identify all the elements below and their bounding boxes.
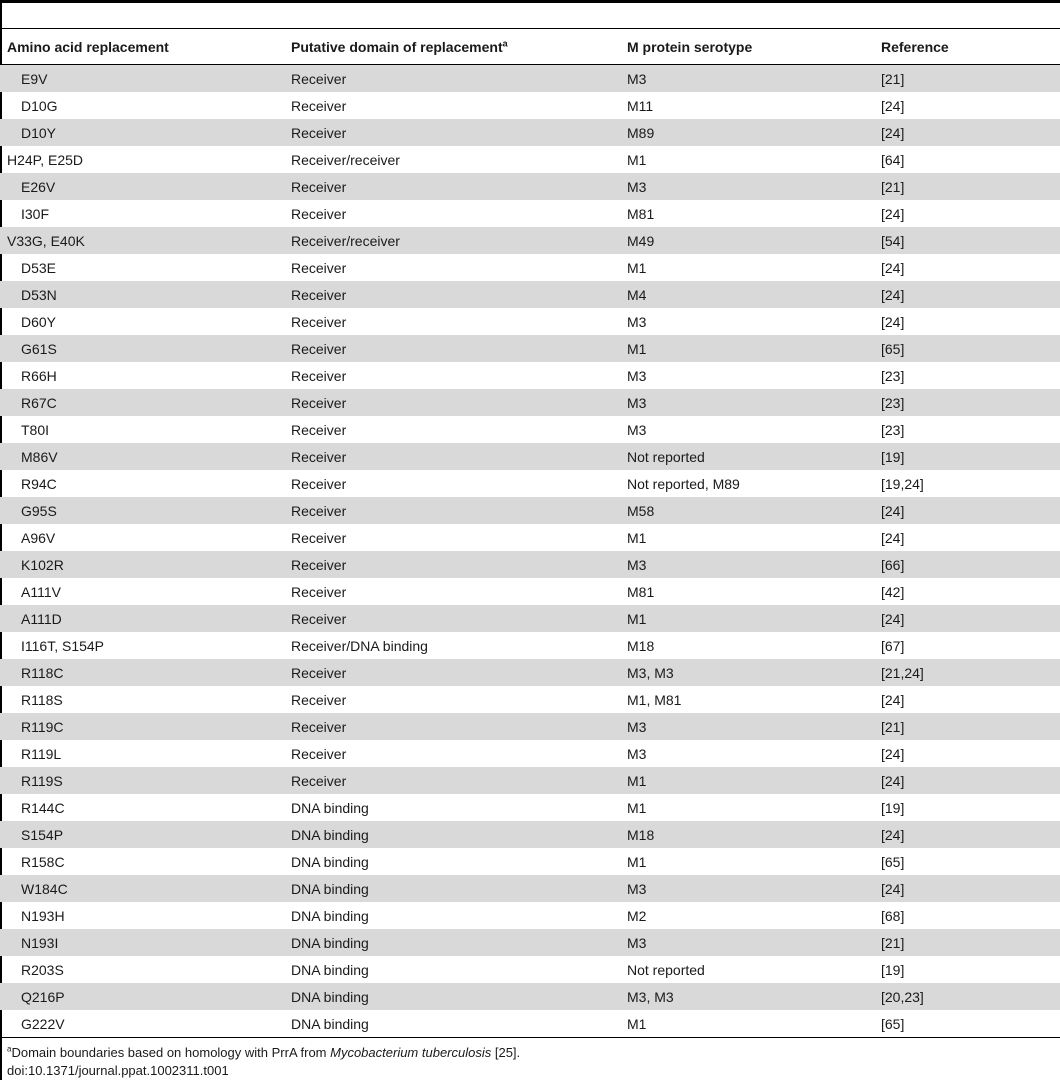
header-col1-label: Amino acid replacement bbox=[7, 38, 169, 55]
cell-amino-acid-replacement: D53E bbox=[21, 259, 57, 276]
table-container bbox=[0, 28, 1060, 1038]
cell-amino-acid-replacement: R67C bbox=[0, 389, 284, 416]
cell-putative-domain: Receiver bbox=[284, 389, 620, 416]
cell-reference: [24] bbox=[881, 205, 905, 222]
cell-reference: [20,23] bbox=[874, 983, 1060, 1010]
doi-line: doi:10.1371/journal.ppat.1002311.t001 bbox=[7, 1063, 229, 1078]
cell-amino-acid-replacement: R94C bbox=[21, 475, 57, 492]
cell-reference: [24] bbox=[874, 821, 1060, 848]
table-row bbox=[0, 227, 1060, 254]
table-row bbox=[0, 173, 1060, 200]
cell-reference: [19,24] bbox=[881, 475, 924, 492]
cell-putative-domain: Receiver bbox=[284, 605, 620, 632]
header-col2-footnote-marker: a bbox=[502, 37, 508, 48]
cell-m-protein-serotype: M3 bbox=[620, 389, 874, 416]
table-row bbox=[0, 146, 1060, 173]
table-row bbox=[0, 92, 1060, 119]
cell-putative-domain: Receiver bbox=[284, 551, 620, 578]
cell-m-protein-serotype: M81 bbox=[627, 205, 655, 222]
cell-reference: [65] bbox=[881, 853, 905, 870]
cell-reference: [21,24] bbox=[874, 659, 1060, 686]
footnote-marker: a bbox=[7, 1044, 12, 1054]
cell-putative-domain: DNA binding bbox=[284, 875, 620, 902]
header-putative-domain bbox=[284, 29, 620, 65]
cell-putative-domain: DNA binding bbox=[291, 1015, 369, 1032]
cell-putative-domain: Receiver bbox=[284, 335, 620, 362]
cell-m-protein-serotype: M3 bbox=[620, 929, 874, 956]
table-row bbox=[0, 281, 1060, 308]
cell-reference: [24] bbox=[874, 119, 1060, 146]
table-row bbox=[0, 632, 1060, 659]
header-col2-label: Putative domain of replacement bbox=[291, 38, 503, 55]
cell-reference: [21] bbox=[874, 173, 1060, 200]
cell-reference: [24] bbox=[874, 281, 1060, 308]
table-body bbox=[0, 65, 1060, 1038]
table-row bbox=[0, 416, 1060, 443]
cell-reference: [24] bbox=[881, 691, 905, 708]
cell-putative-domain: Receiver bbox=[291, 205, 347, 222]
table-row bbox=[0, 713, 1060, 740]
cell-reference: [21] bbox=[874, 65, 1060, 93]
table-footnote bbox=[7, 1044, 520, 1062]
cell-reference: [19] bbox=[881, 799, 905, 816]
cell-putative-domain: Receiver bbox=[284, 497, 620, 524]
cell-amino-acid-replacement: W184C bbox=[0, 875, 284, 902]
cell-amino-acid-replacement: H24P, E25D bbox=[7, 151, 84, 168]
cell-putative-domain: DNA binding bbox=[291, 799, 369, 816]
table-row bbox=[0, 821, 1060, 848]
table-row bbox=[0, 794, 1060, 821]
cell-reference: [42] bbox=[881, 583, 905, 600]
cell-amino-acid-replacement: D53N bbox=[0, 281, 284, 308]
cell-amino-acid-replacement: E9V bbox=[0, 65, 284, 93]
cell-reference: [23] bbox=[881, 367, 905, 384]
cell-m-protein-serotype: Not reported bbox=[627, 961, 705, 978]
table-row bbox=[0, 578, 1060, 605]
cell-reference: [68] bbox=[881, 907, 905, 924]
cell-reference: [21] bbox=[874, 929, 1060, 956]
cell-putative-domain: Receiver bbox=[291, 745, 347, 762]
header-m-protein-serotype bbox=[620, 29, 874, 65]
cell-amino-acid-replacement: R119S bbox=[0, 767, 284, 794]
cell-reference: [66] bbox=[874, 551, 1060, 578]
cell-m-protein-serotype: M49 bbox=[620, 227, 874, 254]
cell-amino-acid-replacement: R66H bbox=[21, 367, 57, 384]
cell-reference: [65] bbox=[874, 335, 1060, 362]
table-row bbox=[0, 659, 1060, 686]
footnote-text-before: Domain boundaries based on homology with PrrA from bbox=[11, 1045, 331, 1060]
cell-m-protein-serotype: M81 bbox=[627, 583, 655, 600]
cell-amino-acid-replacement: D10Y bbox=[0, 119, 284, 146]
table-row bbox=[0, 65, 1060, 93]
cell-amino-acid-replacement: G222V bbox=[21, 1015, 65, 1032]
cell-reference: [24] bbox=[881, 259, 905, 276]
cell-reference: [23] bbox=[874, 389, 1060, 416]
cell-reference: [24] bbox=[874, 767, 1060, 794]
cell-m-protein-serotype: M11 bbox=[627, 97, 654, 114]
cell-amino-acid-replacement: M86V bbox=[0, 443, 284, 470]
table-row bbox=[0, 443, 1060, 470]
cell-reference: [64] bbox=[881, 151, 905, 168]
cell-amino-acid-replacement: D10G bbox=[21, 97, 58, 114]
cell-m-protein-serotype: M18 bbox=[627, 637, 655, 654]
header-col4-label: Reference bbox=[881, 38, 949, 55]
cell-m-protein-serotype: M58 bbox=[620, 497, 874, 524]
table-row bbox=[0, 335, 1060, 362]
cell-reference: [24] bbox=[874, 875, 1060, 902]
cell-putative-domain: DNA binding bbox=[284, 821, 620, 848]
cell-putative-domain: DNA binding bbox=[284, 929, 620, 956]
cell-reference: [67] bbox=[881, 637, 905, 654]
cell-putative-domain: DNA binding bbox=[284, 983, 620, 1010]
cell-putative-domain: Receiver bbox=[284, 281, 620, 308]
cell-reference: [54] bbox=[874, 227, 1060, 254]
cell-reference: [23] bbox=[881, 421, 905, 438]
table-row bbox=[0, 605, 1060, 632]
header-amino-acid-replacement bbox=[0, 29, 284, 65]
cell-amino-acid-replacement: I30F bbox=[21, 205, 50, 222]
cell-amino-acid-replacement: A96V bbox=[21, 529, 56, 546]
table-row bbox=[0, 308, 1060, 335]
table-row bbox=[0, 902, 1060, 929]
cell-m-protein-serotype: M3 bbox=[627, 421, 647, 438]
cell-m-protein-serotype: Not reported, M89 bbox=[627, 475, 740, 492]
cell-putative-domain: Receiver bbox=[291, 259, 347, 276]
cell-putative-domain: Receiver bbox=[284, 659, 620, 686]
cell-amino-acid-replacement: I116T, S154P bbox=[21, 637, 105, 654]
cell-m-protein-serotype: M18 bbox=[620, 821, 874, 848]
cell-putative-domain: DNA binding bbox=[291, 853, 369, 870]
cell-m-protein-serotype: M1 bbox=[620, 335, 874, 362]
cell-m-protein-serotype: M3 bbox=[620, 551, 874, 578]
cell-amino-acid-replacement: R118C bbox=[0, 659, 284, 686]
cell-m-protein-serotype: M1 bbox=[627, 853, 647, 870]
cell-m-protein-serotype: M1 bbox=[627, 151, 647, 168]
cell-putative-domain: Receiver bbox=[284, 767, 620, 794]
table-row bbox=[0, 983, 1060, 1010]
table-row bbox=[0, 200, 1060, 227]
table-row bbox=[0, 119, 1060, 146]
cell-reference: [24] bbox=[881, 745, 905, 762]
cell-putative-domain: Receiver bbox=[291, 475, 347, 492]
cell-amino-acid-replacement: N193I bbox=[0, 929, 284, 956]
table-row bbox=[0, 956, 1060, 983]
table-row bbox=[0, 389, 1060, 416]
cell-m-protein-serotype: M1 bbox=[620, 605, 874, 632]
cell-amino-acid-replacement: R203S bbox=[21, 961, 64, 978]
cell-amino-acid-replacement: N193H bbox=[21, 907, 65, 924]
cell-m-protein-serotype: M3 bbox=[620, 875, 874, 902]
cell-putative-domain: Receiver bbox=[291, 529, 347, 546]
cell-putative-domain: Receiver bbox=[291, 97, 347, 114]
cell-m-protein-serotype: M1 bbox=[627, 529, 647, 546]
table-row bbox=[0, 740, 1060, 767]
table-row bbox=[0, 497, 1060, 524]
table-row bbox=[0, 686, 1060, 713]
cell-m-protein-serotype: M3, M3 bbox=[620, 983, 874, 1010]
cell-putative-domain: Receiver/receiver bbox=[284, 227, 620, 254]
cell-amino-acid-replacement: R158C bbox=[21, 853, 65, 870]
cell-m-protein-serotype: M1 bbox=[627, 259, 647, 276]
table-bottom-rule bbox=[0, 1037, 1060, 1038]
cell-putative-domain: DNA binding bbox=[291, 961, 369, 978]
cell-amino-acid-replacement: A111V bbox=[21, 583, 61, 600]
cell-m-protein-serotype: M1 bbox=[620, 767, 874, 794]
cell-amino-acid-replacement: G95S bbox=[0, 497, 284, 524]
cell-amino-acid-replacement: R118S bbox=[21, 691, 63, 708]
cell-putative-domain: Receiver bbox=[291, 583, 347, 600]
table-row bbox=[0, 767, 1060, 794]
header-row bbox=[0, 29, 1060, 65]
cell-reference: [24] bbox=[881, 529, 905, 546]
table-row bbox=[0, 551, 1060, 578]
cell-putative-domain: Receiver bbox=[291, 313, 347, 330]
footnote-organism: Mycobacterium tuberculosis bbox=[330, 1045, 492, 1060]
cell-reference: [19] bbox=[881, 961, 905, 978]
cell-m-protein-serotype: M89 bbox=[620, 119, 874, 146]
top-border bbox=[0, 0, 1060, 3]
cell-amino-acid-replacement: R119C bbox=[0, 713, 284, 740]
cell-reference: [65] bbox=[881, 1015, 905, 1032]
footnote-text-after: [25]. bbox=[491, 1045, 521, 1060]
table-row bbox=[0, 848, 1060, 875]
cell-putative-domain: Receiver bbox=[291, 691, 347, 708]
cell-m-protein-serotype: M3, M3 bbox=[620, 659, 874, 686]
cell-reference: [21] bbox=[874, 713, 1060, 740]
cell-reference: [19] bbox=[874, 443, 1060, 470]
cell-amino-acid-replacement: R119L bbox=[21, 745, 62, 762]
cell-m-protein-serotype: M2 bbox=[627, 907, 647, 924]
table-row bbox=[0, 470, 1060, 497]
header-col3-label: M protein serotype bbox=[627, 38, 753, 55]
cell-m-protein-serotype: M3 bbox=[620, 173, 874, 200]
cell-putative-domain: Receiver/receiver bbox=[291, 151, 400, 168]
cell-amino-acid-replacement: T80I bbox=[21, 421, 50, 438]
cell-m-protein-serotype: M1 bbox=[627, 1015, 647, 1032]
cell-putative-domain: Receiver bbox=[291, 421, 347, 438]
cell-reference: [24] bbox=[874, 497, 1060, 524]
cell-putative-domain: Receiver bbox=[284, 173, 620, 200]
cell-amino-acid-replacement: A111D bbox=[0, 605, 284, 632]
table-row bbox=[0, 254, 1060, 281]
cell-m-protein-serotype: M3 bbox=[627, 313, 647, 330]
cell-m-protein-serotype: M3 bbox=[627, 745, 647, 762]
cell-putative-domain: DNA binding bbox=[291, 907, 369, 924]
mutations-table bbox=[0, 29, 1060, 1037]
cell-amino-acid-replacement: E26V bbox=[0, 173, 284, 200]
cell-amino-acid-replacement: D60Y bbox=[21, 313, 57, 330]
cell-m-protein-serotype: M3 bbox=[620, 713, 874, 740]
cell-putative-domain: Receiver/DNA binding bbox=[291, 637, 428, 654]
table-row bbox=[0, 524, 1060, 551]
table-row bbox=[0, 929, 1060, 956]
table-row bbox=[0, 362, 1060, 389]
cell-m-protein-serotype: M3 bbox=[627, 367, 647, 384]
table-header bbox=[0, 29, 1060, 65]
cell-amino-acid-replacement: K102R bbox=[0, 551, 284, 578]
cell-amino-acid-replacement: S154P bbox=[0, 821, 284, 848]
cell-m-protein-serotype: M4 bbox=[620, 281, 874, 308]
cell-reference: [24] bbox=[881, 97, 905, 114]
table-row bbox=[0, 875, 1060, 902]
cell-putative-domain: Receiver bbox=[284, 443, 620, 470]
cell-amino-acid-replacement: Q216P bbox=[0, 983, 284, 1010]
header-reference bbox=[874, 29, 1060, 65]
cell-m-protein-serotype: Not reported bbox=[620, 443, 874, 470]
cell-reference: [24] bbox=[874, 605, 1060, 632]
cell-amino-acid-replacement: G61S bbox=[0, 335, 284, 362]
cell-putative-domain: Receiver bbox=[284, 65, 620, 93]
table-row bbox=[0, 1010, 1060, 1037]
cell-putative-domain: Receiver bbox=[284, 119, 620, 146]
cell-amino-acid-replacement: V33G, E40K bbox=[0, 227, 284, 254]
cell-m-protein-serotype: M1, M81 bbox=[627, 691, 682, 708]
cell-putative-domain: Receiver bbox=[291, 367, 347, 384]
cell-m-protein-serotype: M1 bbox=[627, 799, 647, 816]
cell-m-protein-serotype: M3 bbox=[620, 65, 874, 93]
cell-reference: [24] bbox=[881, 313, 905, 330]
cell-amino-acid-replacement: R144C bbox=[21, 799, 65, 816]
cell-putative-domain: Receiver bbox=[284, 713, 620, 740]
